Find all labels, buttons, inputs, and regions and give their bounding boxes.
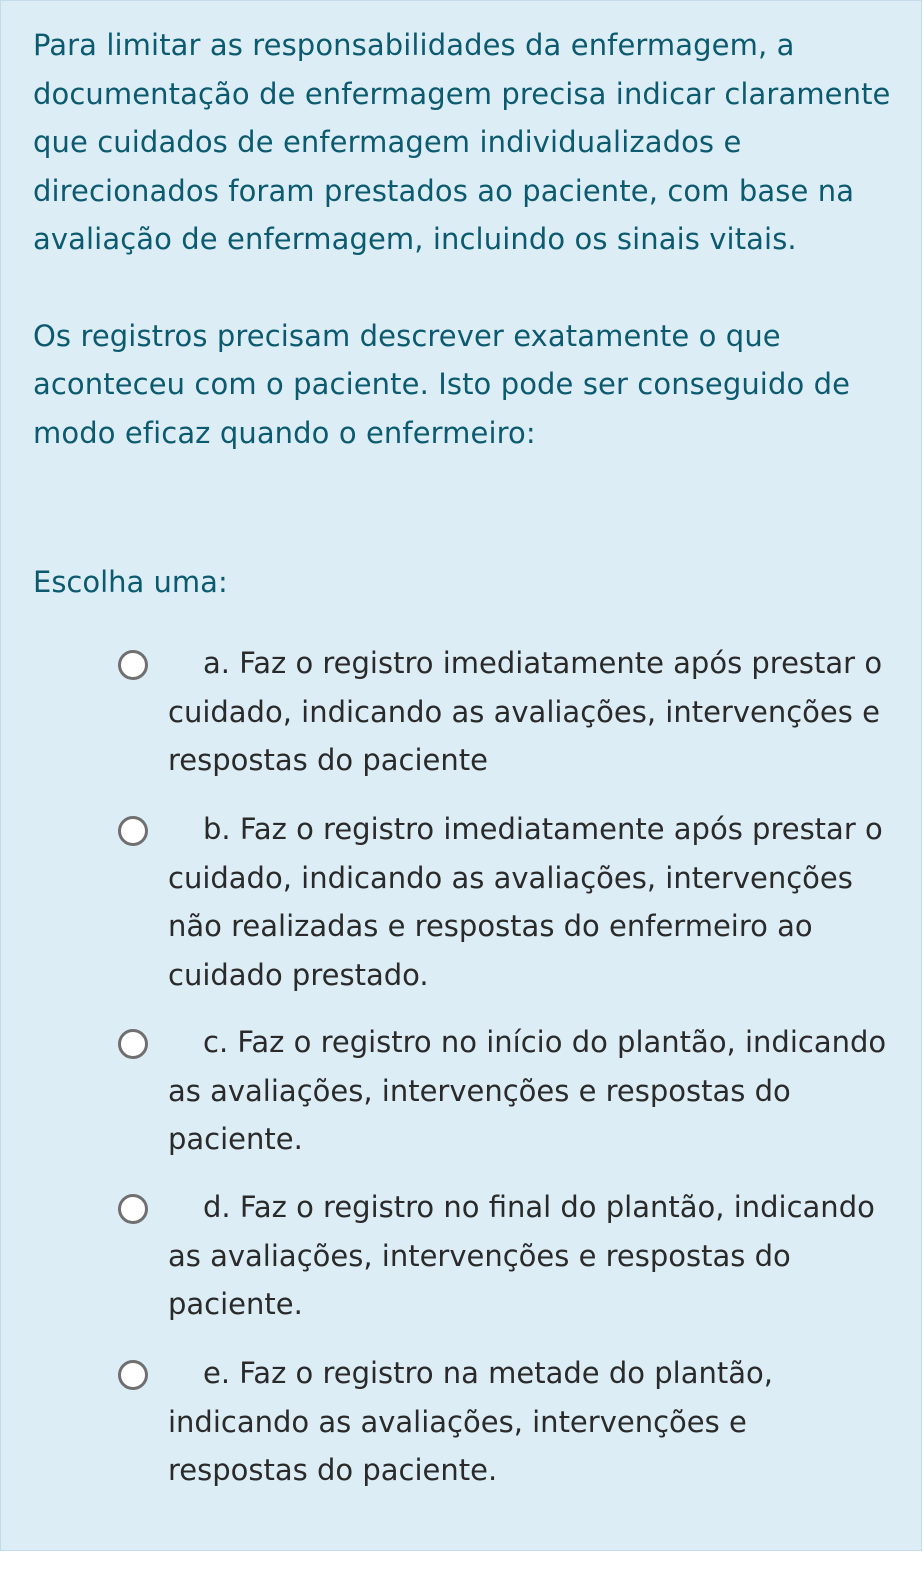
radio-button-b[interactable] — [118, 816, 148, 846]
question-text — [33, 21, 913, 457]
radio-button-c[interactable] — [118, 1029, 148, 1059]
choose-one-prompt: Escolha uma: — [33, 565, 228, 599]
answer-label-d[interactable]: d. Faz o registro no final do plantão, indicando as avaliações, intervenções e respostas do paciente. — [168, 1190, 875, 1321]
answer-label-b[interactable]: b. Faz o registro imediatamente após prestar o cuidado, indicando as avaliações, intervenções não realizadas e respostas do enfermeiro ao cuidado prestado. — [168, 812, 883, 992]
answer-label-e[interactable]: e. Faz o registro na metade do plantão, indicando as avaliações, intervenções e respostas do paciente. — [168, 1356, 773, 1487]
question-paragraph-2: Os registros precisam descrever exatamente o que aconteceu com o paciente. Isto pode ser conseguido de modo eficaz quando o enfermeiro: — [33, 318, 851, 450]
answer-label-a[interactable]: a. Faz o registro imediatamente após prestar o cuidado, indicando as avaliações, intervenções e respostas do paciente — [168, 646, 883, 777]
question-paragraph-1: Para limitar as responsabilidades da enfermagem, a documentação de enfermagem precisa indicar claramente que cuidados de enfermagem individualizados e direcionados foram prestados ao paciente, com base na avaliação de enfermagem, incluindo os sinais vitais. — [33, 28, 891, 256]
radio-button-a[interactable] — [118, 650, 148, 680]
radio-button-e[interactable] — [118, 1360, 148, 1390]
answer-label-c[interactable]: c. Faz o registro no início do plantão, indicando as avaliações, intervenções e respostas do paciente. — [168, 1025, 887, 1156]
radio-button-d[interactable] — [118, 1194, 148, 1224]
